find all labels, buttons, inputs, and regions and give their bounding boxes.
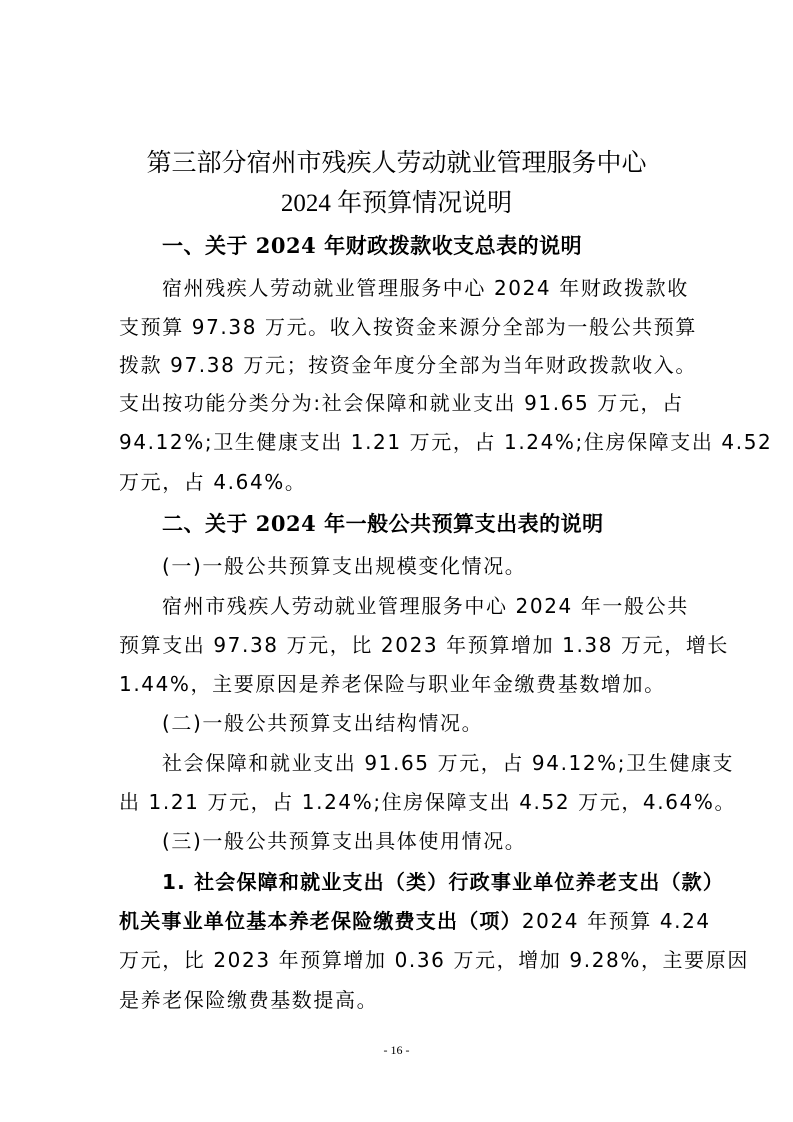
paragraph-line: 支预算 97.38 万元。收入按资金来源分全部为一般公共预算 [119, 315, 697, 339]
page-number: - 16 - [383, 1043, 410, 1057]
paragraph-line: 拨款 97.38 万元；按资金年度分全部为当年财政拨款收入。 [119, 353, 697, 377]
paragraph-line: 是养老保险缴费基数提高。 [119, 988, 379, 1012]
subsection-heading: (一)一般公共预算支出规模变化情况。 [162, 554, 527, 578]
item-1-line-2 [119, 905, 711, 934]
item-1-title-continued: 机关事业单位基本养老保险缴费支出（项） [119, 909, 522, 933]
paragraph-line: 支出按功能分类分为:社会保障和就业支出 91.65 万元，占 [119, 391, 684, 415]
page-title-line-1: 第三部分宿州市残疾人劳动就业管理服务中心 [146, 150, 647, 177]
section-1-heading: 一、关于 2024 年财政拨款收支总表的说明 [162, 233, 583, 258]
page-title-line-2: 2024 年预算情况说明 [280, 190, 513, 217]
paragraph-line: 94.12%;卫生健康支出 1.21 万元，占 1.24%;住房保障支出 4.52 [119, 430, 773, 454]
item-1-title: 1. 社会保障和就业支出（类）行政事业单位养老支出（款） [162, 870, 725, 894]
paragraph-line: 宿州残疾人劳动就业管理服务中心 2024 年财政拨款收 [162, 276, 689, 300]
subsection-heading: (二)一般公共预算支出结构情况。 [162, 711, 484, 735]
paragraph-line: 1.44%，主要原因是养老保险与职业年金缴费基数增加。 [119, 672, 666, 696]
paragraph-line: 社会保障和就业支出 91.65 万元，占 94.12%;卫生健康支 [162, 751, 735, 775]
item-1-text: 2024 年预算 4.24 [521, 909, 711, 933]
paragraph-line: 出 1.21 万元，占 1.24%;住房保障支出 4.52 万元，4.64%。 [119, 790, 737, 814]
paragraph-line: 预算支出 97.38 万元，比 2023 年预算增加 1.38 万元，增长 [119, 633, 730, 657]
section-2-heading: 二、关于 2024 年一般公共预算支出表的说明 [162, 511, 604, 536]
paragraph-line: 万元，比 2023 年预算增加 0.36 万元，增加 9.28%，主要原因 [119, 948, 749, 972]
paragraph-line: 宿州市残疾人劳动就业管理服务中心 2024 年一般公共 [162, 594, 689, 618]
paragraph-line: 万元，占 4.64%。 [119, 470, 307, 494]
subsection-heading: (三)一般公共预算支出具体使用情况。 [162, 829, 527, 853]
